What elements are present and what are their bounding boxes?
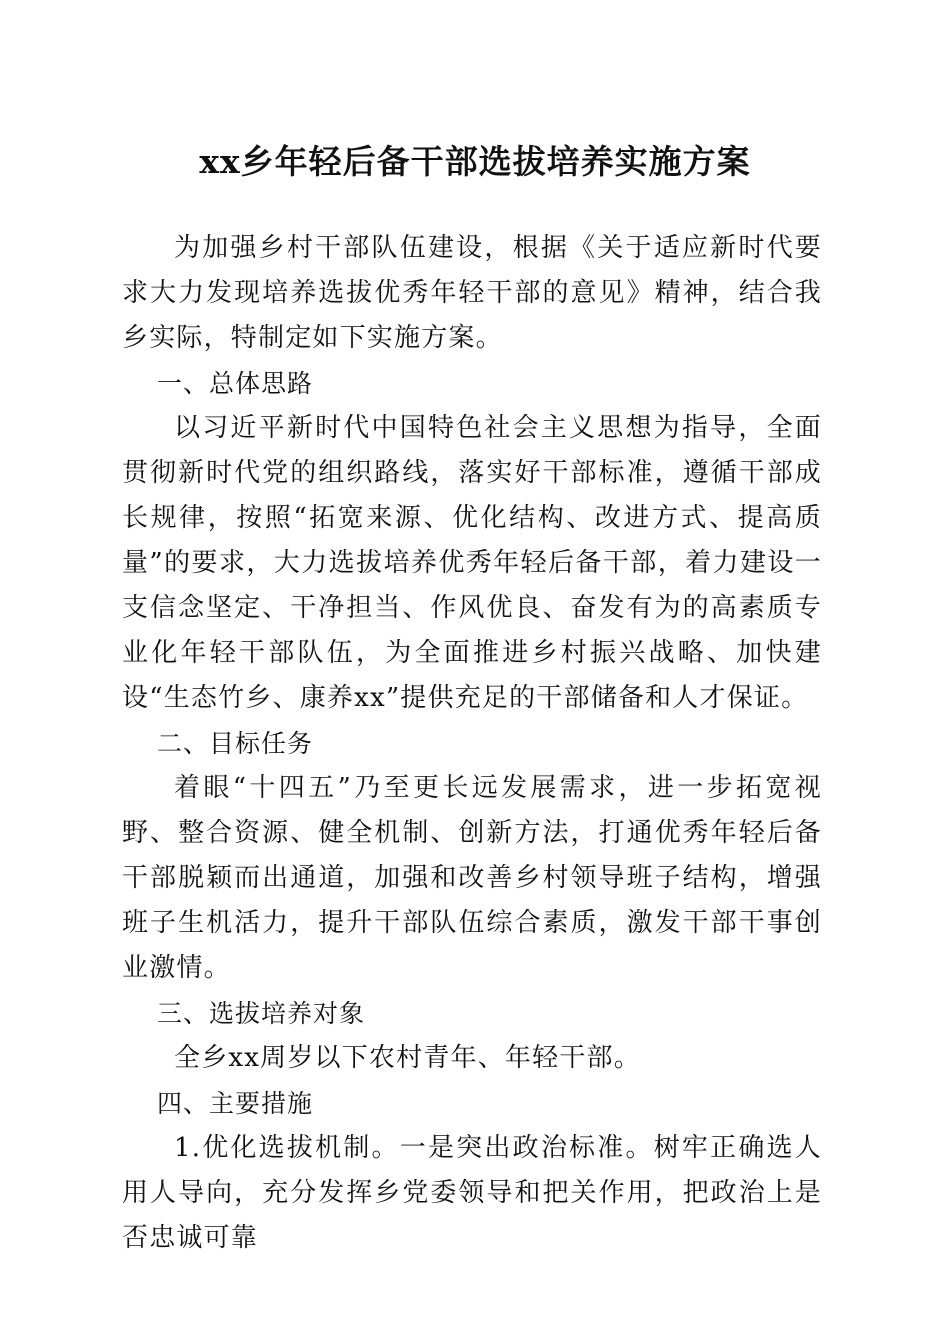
section-heading-objectives: 二、目标任务 — [157, 729, 314, 758]
section-heading-main-measures: 四、主要措施 — [157, 1089, 314, 1118]
document-body — [122, 226, 822, 1261]
section-paragraph-objectives: 着眼“十四五”乃至更长远发展需求，进一步拓宽视野、整合资源、健全机制、创新方法，打通优秀年轻后备干部脱颖而出通道，加强和改善乡村领导班子结构，增强班子生机活力，提升干部队伍综合素质，激发干部干事创业激情。 — [122, 773, 822, 983]
section-paragraph-main-measures: 1.优化选拔机制。一是突出政治标准。树牢正确选人用人导向，充分发挥乡党委领导和把关作用，把政治上是否忠诚可靠 — [122, 1133, 822, 1253]
section-paragraph-selection-targets: 全乡xx周岁以下农村青年、年轻干部。 — [174, 1043, 641, 1073]
section-paragraph-overall-approach: 以习近平新时代中国特色社会主义思想为指导，全面贯彻新时代党的组织路线，落实好干部标准，遵循干部成长规律，按照“拓宽来源、优化结构、改进方式、提高质量”的要求，大力选拔培养优秀年轻后备干部，着力建设一支信念坚定、干净担当、作风优良、奋发有为的高素质专业化年轻干部队伍，为全面推进乡村振兴战略、加快建设“生态竹乡、康养xx”提供充足的干部储备和人才保证。 — [122, 413, 822, 713]
section-heading-selection-targets: 三、选拔培养对象 — [157, 999, 366, 1028]
section-heading-overall-approach: 一、总体思路 — [157, 369, 314, 398]
intro-paragraph: 为加强乡村干部队伍建设，根据《关于适应新时代要求大力发现培养选拔优秀年轻干部的意见》精神，结合我乡实际，特制定如下实施方案。 — [122, 233, 822, 353]
document-title: xx乡年轻后备干部选拔培养实施方案 — [199, 142, 751, 181]
